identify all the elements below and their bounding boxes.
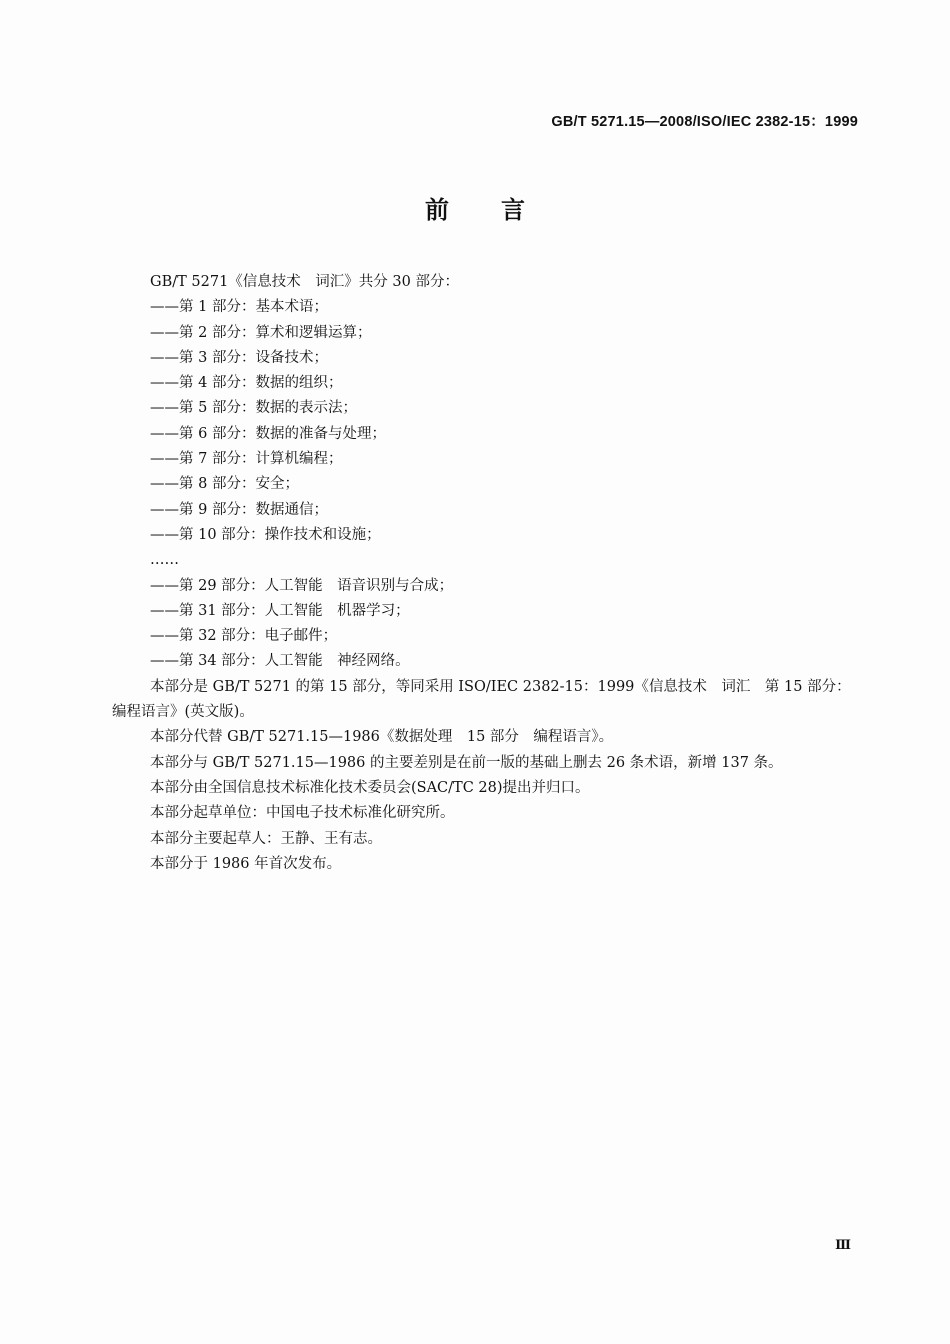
list-item: ——第 6 部分：数据的准备与处理； — [150, 425, 386, 442]
ellipsis-item: …… — [150, 552, 179, 569]
list-item: ——第 5 部分：数据的表示法； — [150, 400, 357, 417]
list-item: ——第 10 部分：操作技术和设施； — [150, 526, 381, 543]
paragraph-replaces: 本部分代替 GB/T 5271.15—1986《数据处理 15 部分 编程语言》。 — [150, 729, 614, 746]
list-item: ——第 9 部分：数据通信； — [150, 501, 328, 518]
list-item: ——第 29 部分：人工智能 语音识别与合成； — [150, 577, 454, 594]
list-item: ——第 34 部分：人工智能 神经网络。 — [150, 653, 410, 670]
list-item: ——第 4 部分：数据的组织； — [150, 375, 343, 392]
paragraph-proposed-by: 本部分由全国信息技术标准化技术委员会(SAC/TC 28)提出并归口。 — [150, 779, 590, 796]
paragraph-first-published: 本部分于 1986 年首次发布。 — [150, 855, 342, 872]
standard-number-header: GB/T 5271.15—2008/ISO/IEC 2382-15：1999 — [551, 114, 858, 130]
list-item: ——第 8 部分：安全； — [150, 476, 299, 493]
list-item: ——第 3 部分：设备技术； — [150, 349, 328, 366]
list-item: ——第 32 部分：电子邮件； — [150, 628, 338, 645]
intro-line: GB/T 5271《信息技术 词汇》共分 30 部分： — [150, 274, 459, 290]
list-item: ——第 7 部分：计算机编程； — [150, 451, 343, 468]
paragraph-drafting-unit: 本部分起草单位：中国电子技术标准化研究所。 — [150, 805, 455, 822]
paragraph-differences: 本部分与 GB/T 5271.15—1986 的主要差别是在前一版的基础上删去 26 条术语，新增 137 条。 — [150, 754, 783, 771]
list-item: ——第 31 部分：人工智能 机器学习； — [150, 602, 410, 619]
page-number: Ⅲ — [835, 1238, 850, 1253]
parts-list — [112, 295, 857, 674]
list-item: ——第 1 部分：基本术语； — [150, 299, 328, 316]
page-title: 前言 — [425, 196, 577, 224]
paragraph-equivalence: 本部分是 GB/T 5271 的第 15 部分，等同采用 ISO/IEC 2382-15：1999《信息技术 词汇 第 15 部分：编程语言》(英文版)。 — [112, 678, 851, 721]
list-item: ——第 2 部分：算术和逻辑运算； — [150, 324, 372, 341]
foreword-body — [112, 270, 857, 877]
paragraph-drafters: 本部分主要起草人：王静、王有志。 — [150, 830, 382, 847]
